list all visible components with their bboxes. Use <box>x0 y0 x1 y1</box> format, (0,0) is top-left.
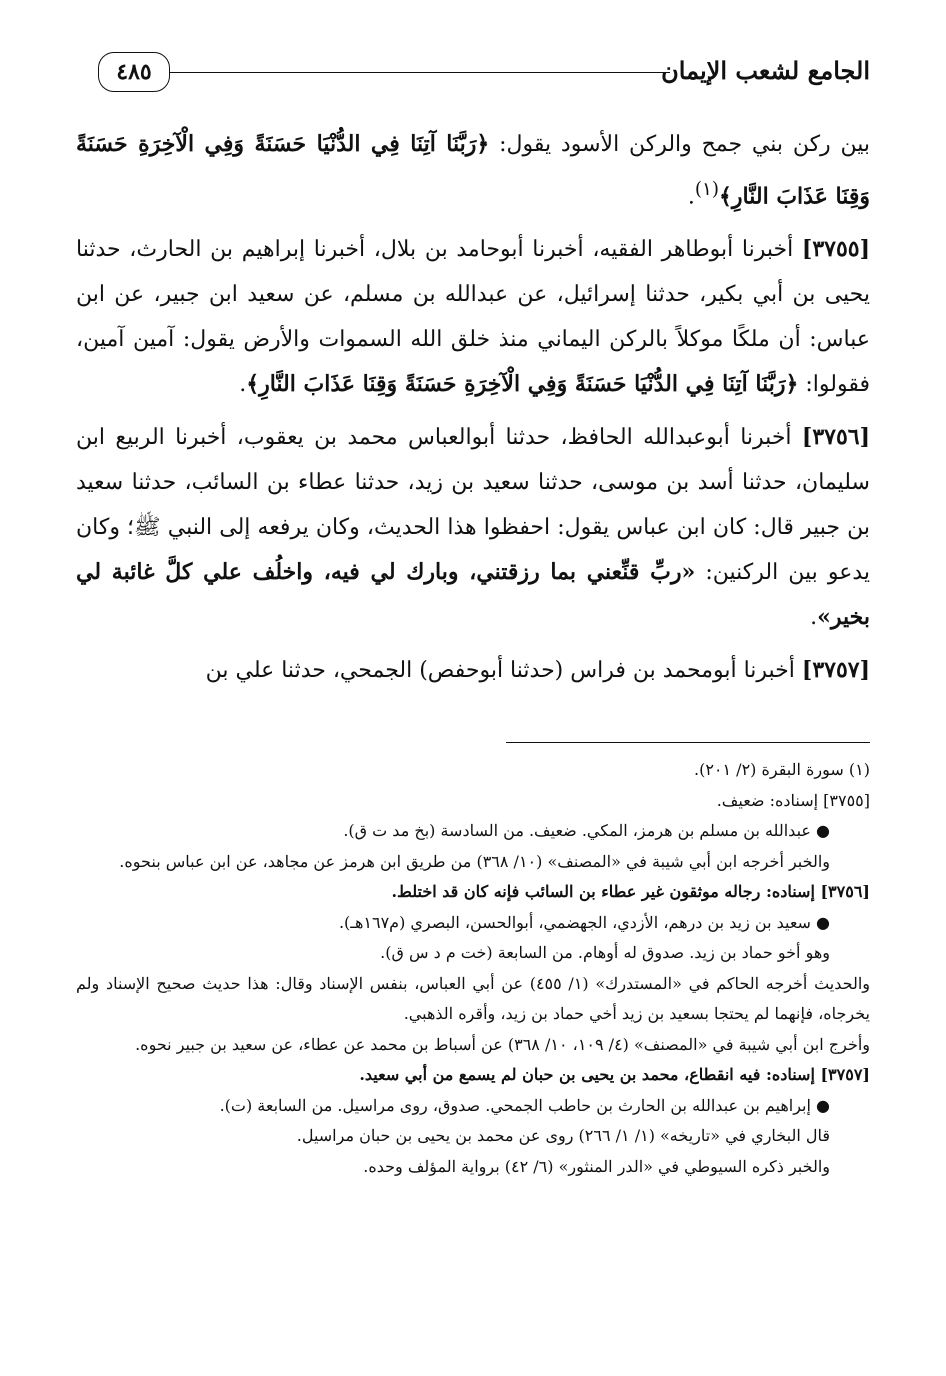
header-rule <box>168 72 670 73</box>
note-3756-takhrij-2: وأخرج ابن أبي شيبة في «المصنف» (٤/ ١٠٩، ١٠/ ٣٦٨) عن أسباط بن محمد عن عطاء، عن سعيد بن جبير نحوه. <box>135 1034 870 1054</box>
footnote-ref: (١) <box>694 179 720 200</box>
footnote-1: (١) سورة البقرة (٢/ ٢٠١). <box>693 760 870 779</box>
hadith-3755 <box>76 227 870 407</box>
hadith-number: [٣٧٥٥] <box>801 236 870 263</box>
page-number: ٤٨٥ <box>98 52 170 92</box>
note-3755-grade: [٣٧٥٥] إسناده: ضعيف. <box>716 790 870 810</box>
note-3756-takhrij: والحديث أخرجه الحاكم في «المستدرك» (١/ ٤٥٥) عن أبي العباس، بنفس الإسناد وقال: هذا حديث صحيح الإسناد ولم يخرجاه، فإنهما لم يحتجا بسعيد بن زيد أخي حماد بن زيد، وأقره الذهبي. <box>76 973 871 1023</box>
note-3757-suyuti: والخبر ذكره السيوطي في «الدر المنثور» (٦/ ٤٢) برواية المؤلف وحده. <box>363 1156 830 1176</box>
note-3756-narrator: ● سعيد بن زيد بن درهم، الأزدي، الجهضمي، أبوالحسن، البصري (م١٦٧هـ). <box>338 912 830 932</box>
text-run: . <box>687 184 695 210</box>
hadith-text: أخبرنا أبوطاهر الفقيه، أخبرنا أبوحامد بن بلال، أخبرنا إبراهيم بن الحارث، حدثنا يحيى بن أبي بكير، حدثنا إسرائيل، عن عبدالله بن مسلم، عن سعيد ابن جبير، عن ابن عباس: أن ملكًا موكلاً بالركن اليماني منذ خلق الله السموات والأرض يقول: آمين آمين، فقولوا: <box>76 237 871 398</box>
note-3756-grade <box>76 877 870 908</box>
note-3757-grade <box>76 1060 870 1091</box>
hadith-number: [٣٧٥٦] <box>801 424 870 451</box>
main-text <box>76 122 870 701</box>
note-label: [٣٧٥٧] إسناده: فيه انقطاع، محمد بن يحيى بن حبان لم يسمع من أبي سعيد. <box>359 1065 870 1084</box>
note-label: [٣٧٥٦] إسناده: رجاله موثقون غير عطاء بن السائب فإنه كان قد اختلط. <box>391 882 870 901</box>
quran-quote: ﴿رَبَّنَا آتِنَا فِي الدُّنْيَا حَسَنَةً وَفِي الْآخِرَةِ حَسَنَةً وَقِنَا عَذَابَ النَّارِ﴾ <box>76 131 870 210</box>
note-3755-narrator: ● عبدالله بن مسلم بن هرمز، المكي. ضعيف. من السادسة (بخ مد ت ق). <box>343 821 830 840</box>
page-header <box>98 48 870 104</box>
hadith-3756 <box>76 415 870 640</box>
hadith-number: [٣٧٥٧] <box>801 657 870 684</box>
running-title: الجامع لشعب الإيمان <box>661 56 870 85</box>
footnote-rule <box>506 742 870 743</box>
note-3757-bukhari: قال البخاري في «تاريخه» (١/ ١/ ٢٦٦) روى عن محمد بن يحيى بن حبان مراسيل. <box>296 1126 830 1145</box>
text-run: . <box>239 372 247 398</box>
hadith-text: أخبرنا أبوعبدالله الحافظ، حدثنا أبوالعباس محمد بن يعقوب، أخبرنا الربيع ابن سليمان، حدثنا أسد بن موسى، حدثنا سعيد بن زيد، حدثنا عطاء بن السائب، حدثنا سعيد بن جبير قال: كان ابن عباس يقول: احفظوا هذا الحديث، وكان يرفعه إلى النبي ﷺ؛ وكان يدعو بين الركنين: <box>76 425 871 586</box>
note-3756-narrator-detail: وهو أخو حماد بن زيد. صدوق له أوهام. من السابعة (خت م د س ق). <box>380 943 830 962</box>
hadith-3757 <box>76 648 870 693</box>
note-3757-narrator: ● إبراهيم بن عبدالله بن الحارث بن حاطب الجمحي. صدوق، روى مراسيل. من السابعة (ت). <box>219 1095 830 1115</box>
prophetic-supplication: «ربِّ قنِّعني بما رزقتني، وبارك لي فيه، واخلُف علي كلَّ غائبة لي بخير» <box>76 559 870 631</box>
quran-quote: ﴿رَبَّنَا آتِنَا فِي الدُّنْيَا حَسَنَةً وَفِي الْآخِرَةِ حَسَنَةً وَقِنَا عَذَابَ النَّارِ﴾ <box>246 371 799 398</box>
footnotes <box>76 755 870 1182</box>
hadith-text: أخبرنا أبومحمد بن فراس (حدثنا أبوحفص) الجمحي، حدثنا علي بن <box>205 658 802 684</box>
text-run: . <box>810 605 818 631</box>
text-run: بين ركن بني جمح والركن الأسود يقول: <box>489 132 870 157</box>
paragraph-continuation <box>76 122 870 219</box>
note-3755-takhrij: والخبر أخرجه ابن أبي شيبة في «المصنف» (١٠/ ٣٦٨) من طريق ابن هرمز عن مجاهد، عن ابن عباس بنحوه. <box>119 851 830 871</box>
